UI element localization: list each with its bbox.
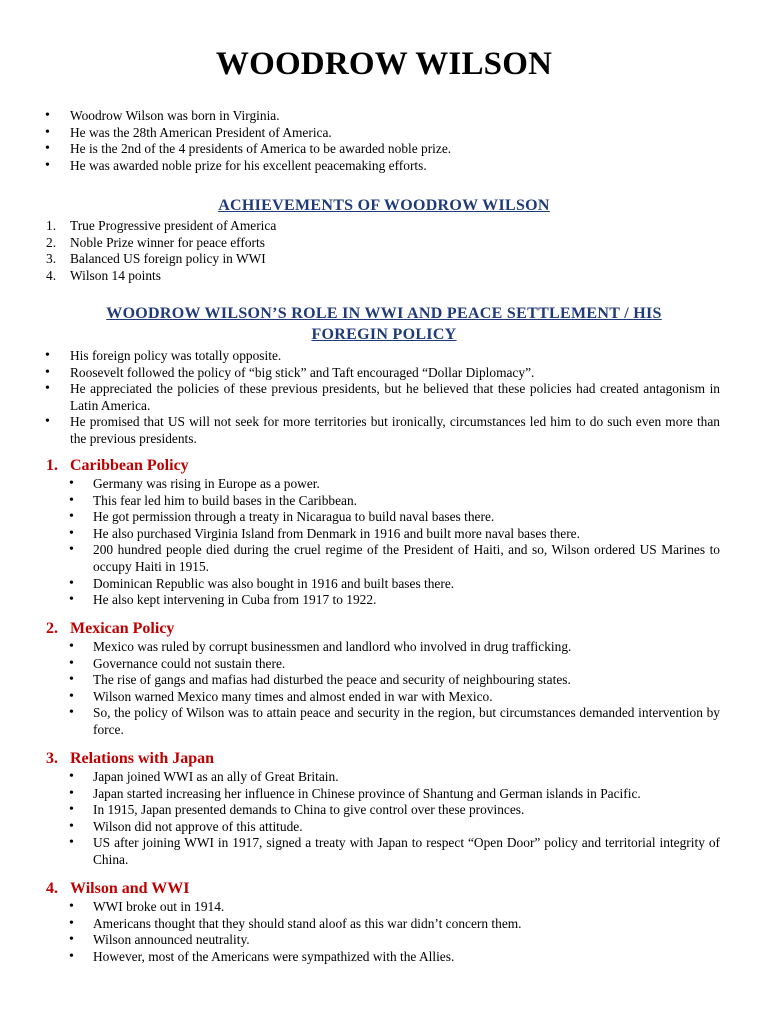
intro-section [0,108,768,174]
list-item: • WWI broke out in 1914. [0,899,768,916]
list-item: • The rise of gangs and mafias had disturbed the peace and security of neighbouring states. [0,672,768,689]
section-number: 1. [46,457,58,474]
list-item: • He got permission through a treaty in Nicaragua to build naval bases there. [0,509,768,526]
section-title: Mexican Policy [70,620,175,637]
list-item [0,218,768,235]
section-heading [0,749,768,769]
list-item: • Woodrow Wilson was born in Virginia. [0,108,768,125]
list-item: • Roosevelt followed the policy of “big stick” and Taft encouraged “Dollar Diplomacy”. [0,365,768,382]
section-title: Wilson and WWI [70,880,190,897]
list-item: • Japan joined WWI as an ally of Great Britain. [0,769,768,786]
role-heading-line2: FOREGIN POLICY [311,326,457,343]
list-item: • US after joining WWI in 1917, signed a treaty with Japan to respect “Open Door” policy and territorial integrity of China. [0,835,768,868]
section-title: Relations with Japan [70,750,215,767]
section-number: 4. [46,880,58,897]
achievements-heading: ACHIEVEMENTS OF WOODROW WILSON [218,197,550,214]
japan-list [0,769,768,869]
achievements-list [0,218,768,284]
wwi-section [0,879,768,965]
section-title: Caribbean Policy [70,457,189,474]
list-item: • He also kept intervening in Cuba from 1917 to 1922. [0,592,768,609]
caribbean-section [0,456,768,609]
list-item: • Mexico was ruled by corrupt businessmen and landlord who involved in drug trafficking. [0,639,768,656]
intro-list [0,108,768,174]
mexican-list [0,639,768,739]
section-heading [0,456,768,476]
item-number: 3. [46,251,57,267]
list-item [0,251,768,268]
list-item: • In 1915, Japan presented demands to China to give control over these provinces. [0,802,768,819]
role-section [0,303,768,448]
list-item: • Wilson did not approve of this attitude. [0,819,768,836]
list-item [0,235,768,252]
list-item: • He was awarded noble prize for his excellent peacemaking efforts. [0,158,768,175]
list-item: • He also purchased Virginia Island from Denmark in 1916 and built more naval bases there. [0,526,768,543]
item-number: 4. [46,267,57,283]
list-item: • His foreign policy was totally opposite. [0,348,768,365]
list-item: • This fear led him to build bases in the Caribbean. [0,493,768,510]
list-item: • Germany was rising in Europe as a power. [0,476,768,493]
role-heading-line1: WOODROW WILSON’S ROLE IN WWI AND PEACE SETTLEMENT / HIS [106,305,662,322]
item-number: 2. [46,234,57,250]
item-text: Wilson 14 points [70,267,161,283]
list-item: • Wilson warned Mexico many times and almost ended in war with Mexico. [0,689,768,706]
document-title: WOODROW WILSON [215,46,553,82]
list-item: • He appreciated the policies of these previous presidents, but he believed that these policies had created antagonism in Latin America. [0,381,768,414]
caribbean-list [0,476,768,609]
list-item: • However, most of the Americans were sympathized with the Allies. [0,949,768,966]
list-item: • So, the policy of Wilson was to attain peace and security in the region, but circumstances demanded intervention by force. [0,705,768,738]
list-item: • Japan started increasing her influence in Chinese province of Shantung and German islands in Pacific. [0,786,768,803]
role-list [0,348,768,448]
achievements-section [0,195,768,284]
japan-section [0,749,768,869]
section-heading [0,879,768,899]
section-number: 3. [46,750,58,767]
wwi-list [0,899,768,965]
role-heading [0,303,768,345]
item-text: Noble Prize winner for peace efforts [70,234,265,250]
list-item: • He is the 2nd of the 4 presidents of America to be awarded noble prize. [0,141,768,158]
item-number: 1. [46,218,57,233]
list-item [0,268,768,285]
section-number: 2. [46,620,58,637]
list-item: • He promised that US will not seek for more territories but ironically, circumstances led him to do such even more than the previous presidents. [0,414,768,447]
list-item: • Americans thought that they should stand aloof as this war didn’t concern them. [0,916,768,933]
item-text: True Progressive president of America [70,218,277,233]
list-item: • Governance could not sustain there. [0,656,768,673]
item-text: Balanced US foreign policy in WWI [70,251,266,267]
mexican-section [0,619,768,739]
list-item: • Dominican Republic was also bought in 1916 and built bases there. [0,576,768,593]
list-item: • Wilson announced neutrality. [0,932,768,949]
section-heading [0,619,768,639]
list-item: • 200 hundred people died during the cruel regime of the President of Haiti, and so, Wilson ordered US Marines to occupy Haiti in 1915. [0,542,768,575]
list-item: • He was the 28th American President of America. [0,125,768,142]
